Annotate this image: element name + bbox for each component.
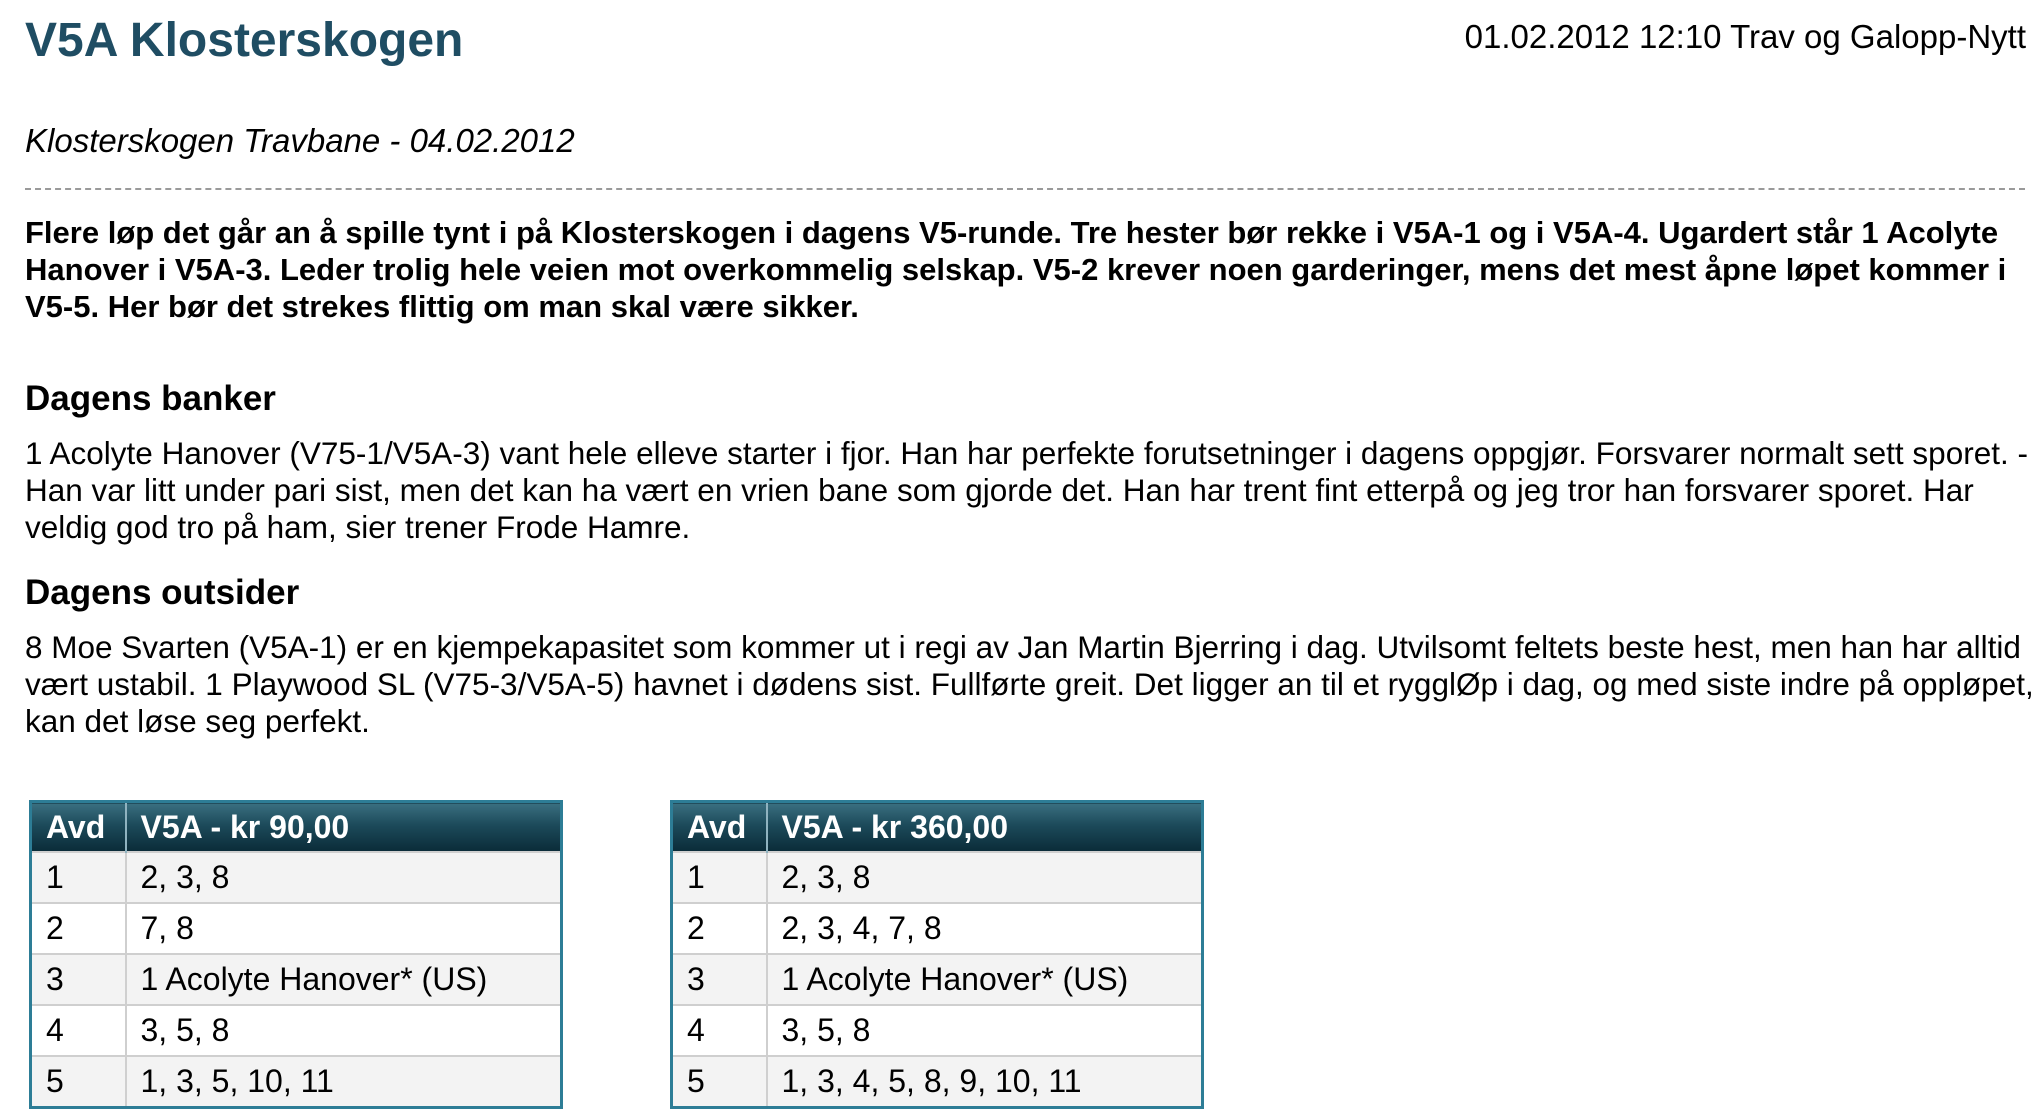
article-lead: Flere løp det går an å spille tynt i på Klosterskogen i dagens V5-runde. Tre hester bør rekke i V5A-1 og i V5A-4. Ugardert står 1 Acolyte Hanover i V5A-3. Leder trolig hele veien mot overkommelig selskap. V5-2 krever noen garderinger, mens det mest åpne løpet kommer i V5-5. Her bør det strekes flittig om man skal være sikker. — [25, 215, 2007, 324]
cell-avd: 2 — [31, 903, 126, 954]
cell-selection: 1 Acolyte Hanover* (US) — [767, 954, 1203, 1005]
column-header-avd: Avd — [672, 802, 767, 853]
outsider-text: 8 Moe Svarten (V5A-1) er en kjempekapasitet som kommer ut i regi av Jan Martin Bjerring i dag. Utvilsomt feltets beste hest, men han har alltid vært ustabil. 1 Playwood SL (V75-3/V5A-5) havnet i dødens sist. Fullførte greit. Det ligger an til et rygglØp i dag, og med siste indre på oppløpet, kan det løse seg perfekt. — [25, 629, 2034, 739]
table-row — [672, 954, 1203, 1005]
banker-heading: Dagens banker — [25, 379, 276, 418]
table-row — [672, 852, 1203, 903]
table-row — [31, 1005, 562, 1056]
cell-avd: 3 — [672, 954, 767, 1005]
cell-avd: 4 — [672, 1005, 767, 1056]
table-header-row — [31, 802, 562, 853]
table-row — [672, 903, 1203, 954]
cell-avd: 3 — [31, 954, 126, 1005]
cell-selection: 2, 3, 8 — [126, 852, 562, 903]
cell-selection: 1 Acolyte Hanover* (US) — [126, 954, 562, 1005]
table-row — [672, 1056, 1203, 1108]
cell-avd: 2 — [672, 903, 767, 954]
cell-avd: 4 — [31, 1005, 126, 1056]
table-row — [672, 1005, 1203, 1056]
coupon-table-360 — [670, 800, 1204, 1109]
cell-avd: 1 — [31, 852, 126, 903]
banker-text: 1 Acolyte Hanover (V75-1/V5A-3) vant hele elleve starter i fjor. Han har perfekte forutsetninger i dagens oppgjør. Forsvarer normalt sett sporet. - Han var litt under pari sist, men det kan ha vært en vrien bane som gjorde det. Han har trent fint etterpå og jeg tror han forsvarer sporet. Har veldig god tro på ham, sier trener Frode Hamre. — [25, 435, 2028, 545]
cell-selection: 1, 3, 5, 10, 11 — [126, 1056, 562, 1108]
dashed-divider — [25, 188, 2025, 190]
table-row — [31, 903, 562, 954]
table-row — [31, 954, 562, 1005]
cell-selection: 2, 3, 8 — [767, 852, 1203, 903]
cell-avd: 5 — [31, 1056, 126, 1108]
article-meta: 01.02.2012 12:10 Trav og Galopp-Nytt — [1464, 18, 2026, 55]
cell-selection: 7, 8 — [126, 903, 562, 954]
cell-avd: 1 — [672, 852, 767, 903]
table-header-row — [672, 802, 1203, 853]
cell-avd: 5 — [672, 1056, 767, 1108]
cell-selection: 3, 5, 8 — [126, 1005, 562, 1056]
column-header-price: V5A - kr 360,00 — [767, 802, 1203, 853]
article-subtitle: Klosterskogen Travbane - 04.02.2012 — [25, 122, 575, 159]
cell-selection: 2, 3, 4, 7, 8 — [767, 903, 1203, 954]
cell-selection: 1, 3, 4, 5, 8, 9, 10, 11 — [767, 1056, 1203, 1108]
outsider-heading: Dagens outsider — [25, 573, 300, 612]
article-title: V5A Klosterskogen — [25, 14, 464, 67]
table-row — [31, 1056, 562, 1108]
column-header-price: V5A - kr 90,00 — [126, 802, 562, 853]
cell-selection: 3, 5, 8 — [767, 1005, 1203, 1056]
column-header-avd: Avd — [31, 802, 126, 853]
table-row — [31, 852, 562, 903]
coupon-table-90 — [29, 800, 563, 1109]
